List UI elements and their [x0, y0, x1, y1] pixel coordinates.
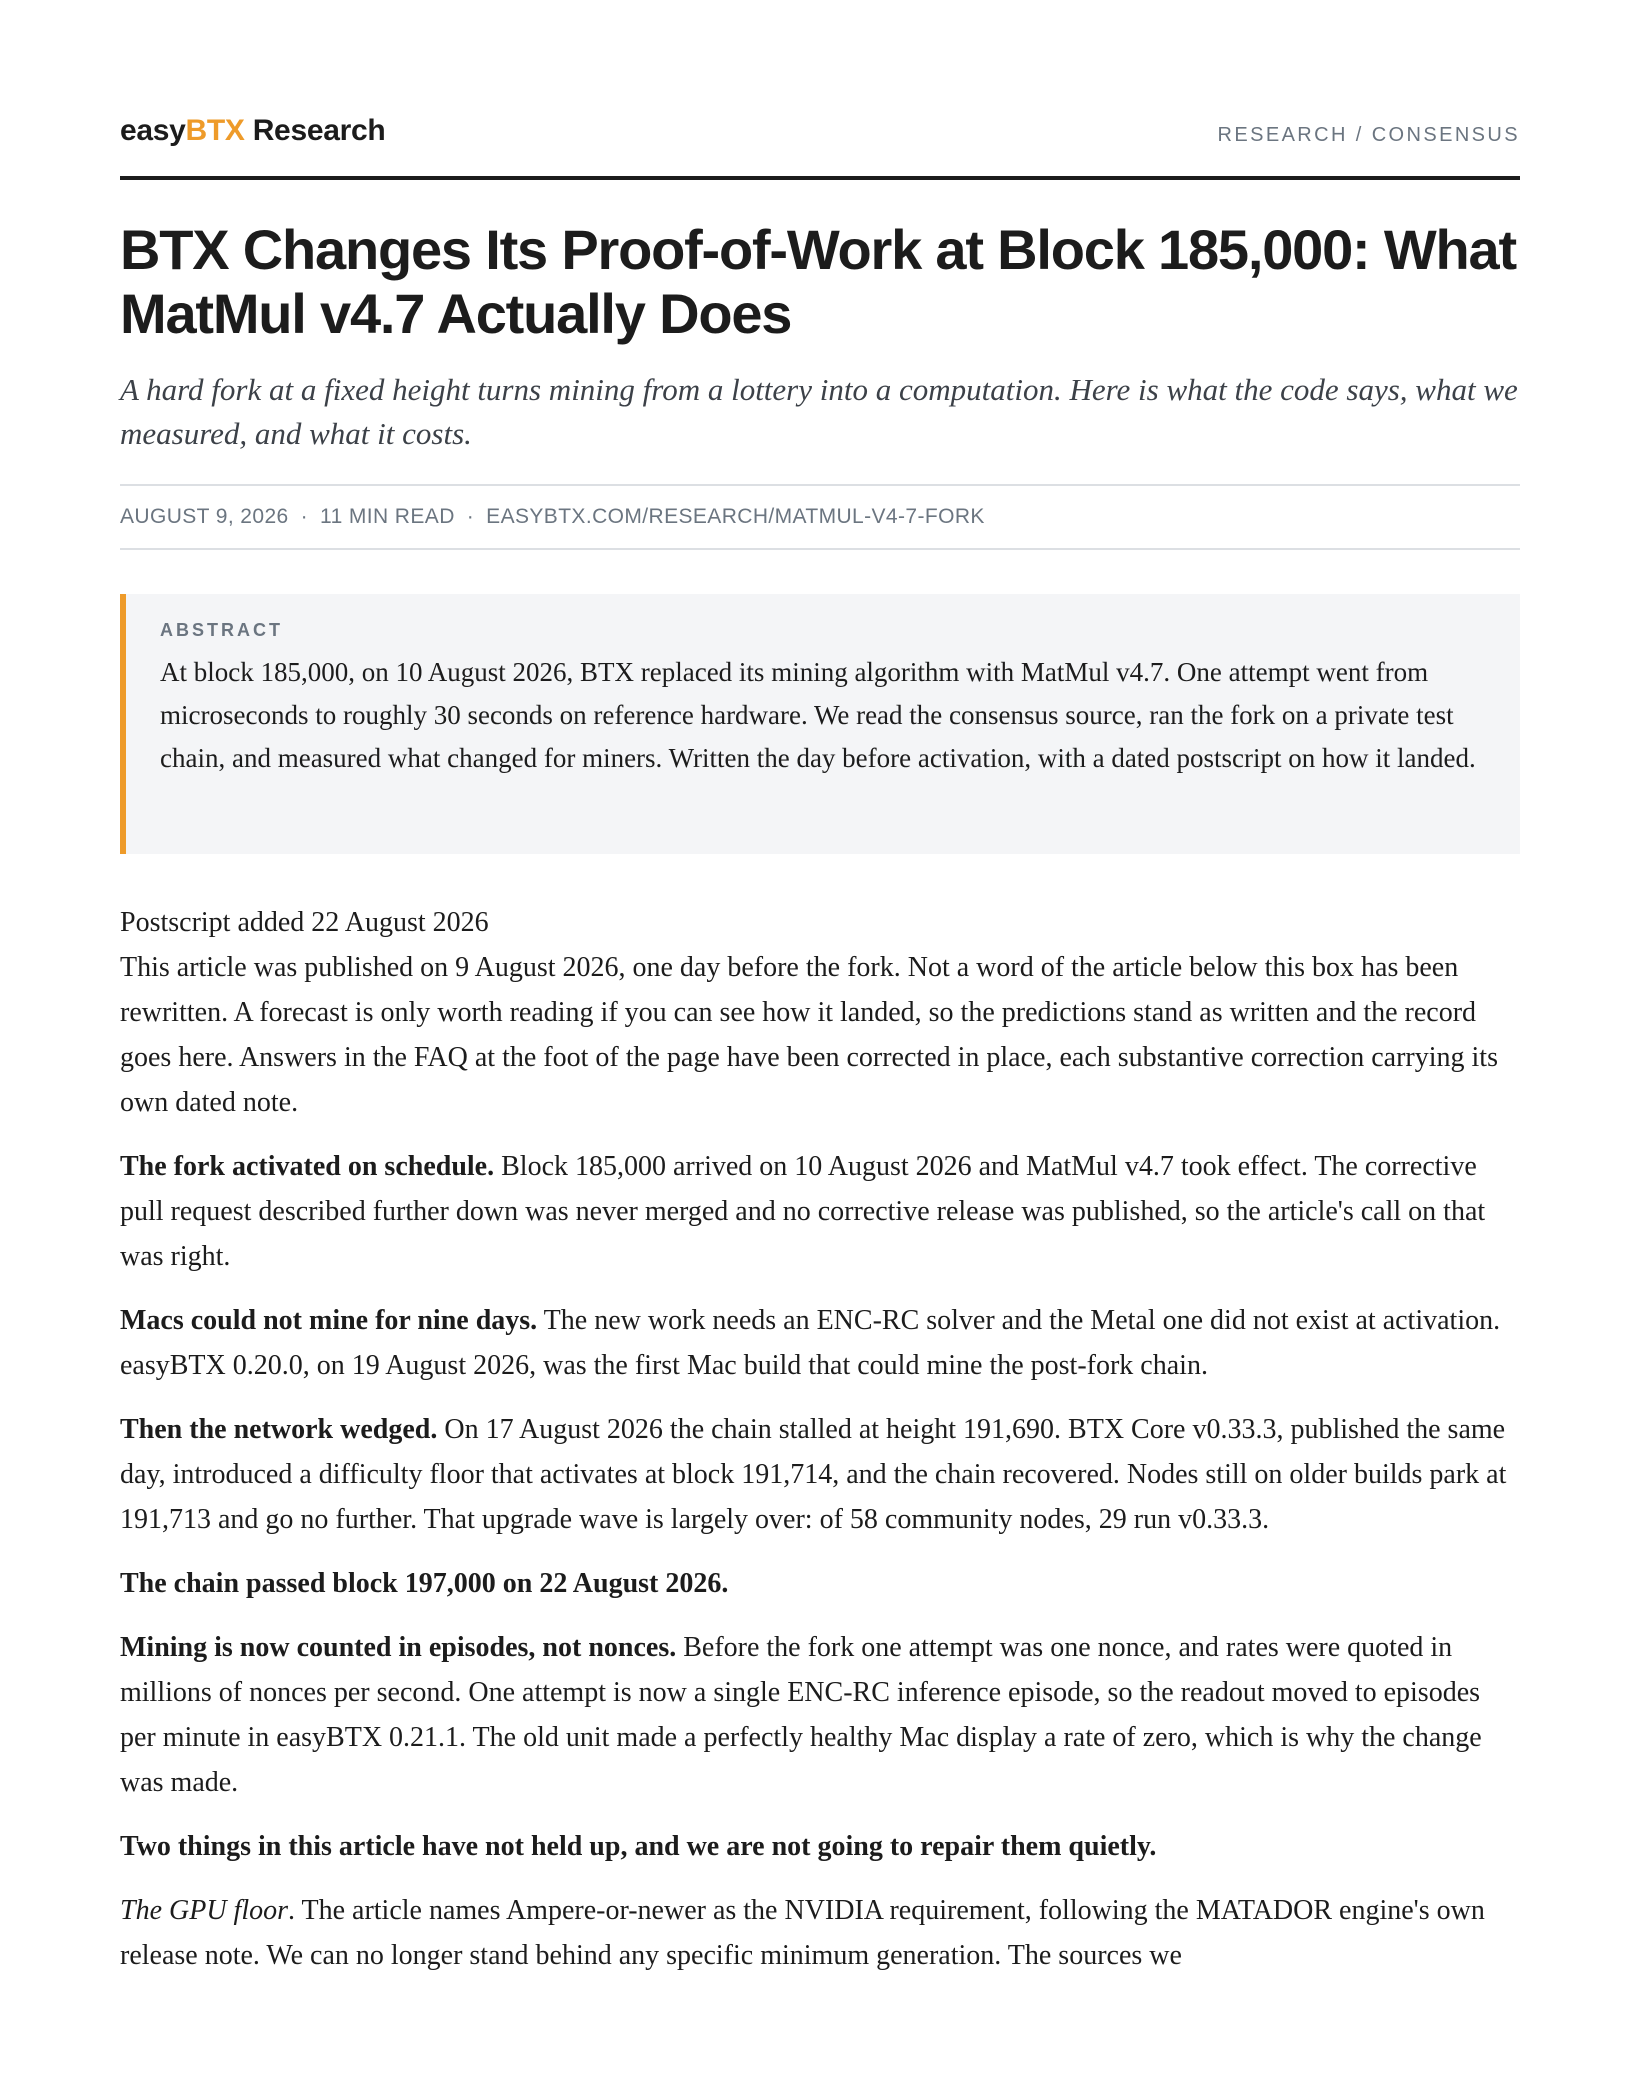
paragraph — [120, 1298, 1520, 1388]
paragraph — [120, 1561, 1520, 1606]
paragraph-text: On 17 August 2026 the chain stalled at height 191,690. BTX Core v0.33.3, published the same day, introduced a difficulty floor that activates at block 191,714, and the chain recovered. Nodes still on older builds park at 191,713 and go no further. That upgrade wave is largely over: of 58 community nodes, 29 run v0.33.3. — [120, 1414, 1507, 1535]
paragraph-text: Before the fork one attempt was one nonce, and rates were quoted in millions of nonces per second. One attempt is now a single ENC-RC inference episode, so the readout moved to episodes per minute in easyBTX 0.21.1. The old unit made a perfectly healthy Mac display a rate of zero, which is why the change was made. — [120, 1632, 1482, 1798]
postscript-intro: This article was published on 9 August 2026, one day before the fork. Not a word of the article below this box has been rewritten. A forecast is only worth reading if you can see how it landed, so the predictions stand as written and the record goes here. Answers in the FAQ at the foot of the page have been corrected in place, each substantive correction carrying its own dated note. — [120, 952, 1498, 1118]
brand-prefix: easy — [120, 114, 186, 147]
section-breadcrumb[interactable]: RESEARCH / CONSENSUS — [1217, 124, 1520, 146]
paragraph-lead: The chain passed block 197,000 on 22 August 2026. — [120, 1568, 729, 1599]
read-time: 11 MIN READ — [320, 505, 455, 528]
article-title: BTX Changes Its Proof-of-Work at Block 185,000: What MatMul v4.7 Actually Does — [120, 218, 1516, 345]
article-meta — [120, 484, 1520, 550]
abstract-box — [120, 594, 1520, 854]
meta-separator: · — [466, 505, 475, 528]
paragraph-lead: Two things in this article have not held up, and we are not going to repair them quietly. — [120, 1831, 1157, 1862]
masthead — [120, 112, 1520, 180]
paragraph-lead: The GPU floor — [120, 1895, 288, 1926]
paragraph — [120, 1625, 1520, 1805]
paragraph — [120, 1824, 1520, 1869]
paragraph-text: The new work needs an ENC-RC solver and the Metal one did not exist at activation. easyBTX 0.20.0, on 19 August 2026, was the first Mac build that could mine the post-fork chain. — [120, 1305, 1501, 1381]
postscript-section — [120, 900, 1520, 1997]
brand-accent: BTX — [185, 114, 245, 147]
publish-date: AUGUST 9, 2026 — [120, 505, 289, 528]
paragraph-lead: Macs could not mine for nine days. — [120, 1305, 538, 1336]
paragraph-lead: Then the network wedged. — [120, 1414, 438, 1445]
brand-logo[interactable] — [120, 114, 385, 148]
paragraph-text: Block 185,000 arrived on 10 August 2026 and MatMul v4.7 took effect. The corrective pull request described further down was never merged and no corrective release was published, so the article's call on that was right. — [120, 1151, 1486, 1272]
paragraph-lead: The fork activated on schedule. — [120, 1151, 495, 1182]
article-url[interactable]: EASYBTX.COM/RESEARCH/MATMUL-V4-7-FORK — [486, 505, 985, 528]
paragraph — [120, 1888, 1520, 1978]
abstract-text: At block 185,000, on 10 August 2026, BTX replaced its mining algorithm with MatMul v4.7. One attempt went from microseconds to roughly 30 seconds on reference hardware. We read the consensus source, ran the fork on a private test chain, and measured what changed for miners. Written the day before activation, with a dated postscript on how it landed. — [160, 657, 1476, 773]
paragraph — [120, 1144, 1520, 1279]
paragraph — [120, 1407, 1520, 1542]
postscript-heading: Postscript added 22 August 2026 — [120, 907, 489, 938]
paragraph-text: . The article names Ampere-or-newer as the NVIDIA requirement, following the MATADOR engine's own release note. We can no longer stand behind any specific minimum generation. The sources we — [120, 1895, 1485, 1971]
paragraph-lead: Mining is now counted in episodes, not nonces. — [120, 1632, 677, 1663]
brand-suffix: Research — [244, 114, 386, 147]
meta-separator: · — [300, 505, 309, 528]
article-subtitle: A hard fork at a fixed height turns mining from a lottery into a computation. Here is what the code says, what we measured, and what it costs. — [120, 372, 1518, 451]
abstract-label: ABSTRACT — [160, 620, 283, 640]
